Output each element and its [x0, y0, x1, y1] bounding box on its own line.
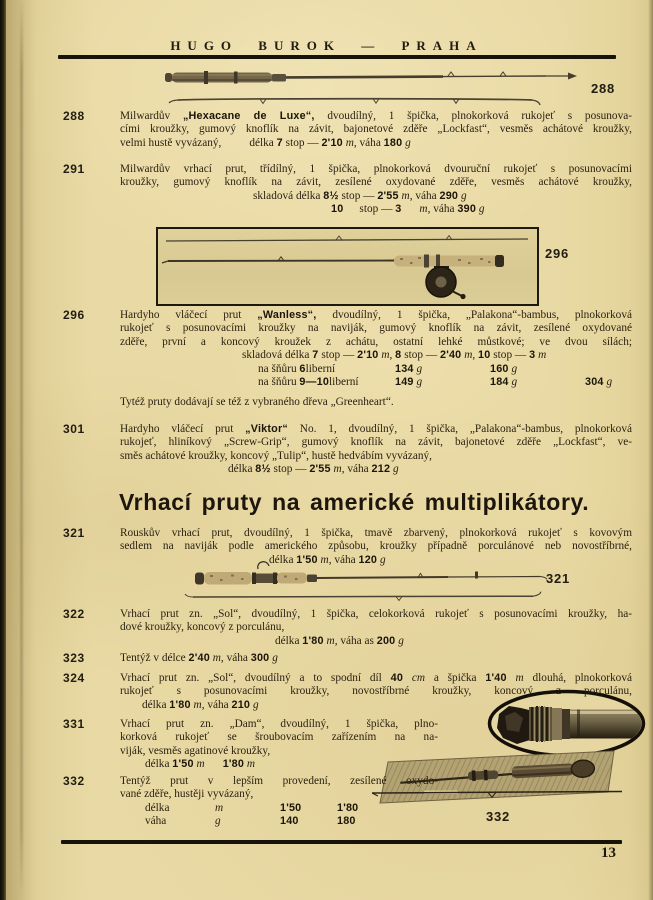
text-segment: g [398, 634, 404, 647]
text-segment: Milwardův [120, 110, 183, 122]
rod-main-section [162, 255, 504, 300]
text-segment: 6 [299, 362, 306, 375]
text-segment: 140 [280, 815, 299, 828]
text-segment: stop — [401, 349, 440, 362]
text-segment: g [478, 203, 485, 216]
text-segment: 7 [276, 136, 283, 149]
text-segment: , váha as [334, 634, 377, 647]
text-segment: 1'80 [302, 634, 324, 647]
text-segment: 1'80 [337, 801, 359, 814]
rod-296-boxed-illustration [156, 227, 539, 306]
table-cell [337, 815, 356, 828]
table-cell [585, 376, 612, 389]
table-cell [258, 363, 395, 376]
text-segment: 1'40 [485, 672, 507, 684]
text-row [120, 540, 632, 553]
text-segment: vané zděře, hustěji vyvázaný, [120, 788, 254, 801]
text-segment: dvoudílný, 1 špička, „Palakona“-bambus, plnokorková [316, 309, 632, 321]
text-segment: 9—10 [299, 376, 330, 389]
item-number: 324 [63, 671, 85, 685]
text-row [120, 554, 632, 567]
text-segment: směs achátové kroužky, koncový „Tulip“, hustě hedvábím vyvázaný, [120, 449, 432, 462]
text-segment: Rouskův vrhací prut, dvoudílný, 1 špička, tmavě zbarvený, plnokorková rukojeť s kovovým [120, 527, 632, 539]
text-row [120, 775, 438, 788]
text-row [120, 203, 632, 216]
rod-tip-section [166, 236, 528, 241]
footer-rule [61, 840, 622, 844]
text-row [120, 758, 438, 771]
table-cell [145, 815, 215, 828]
text-segment: délka [142, 698, 170, 711]
figure-label-321: 321 [546, 571, 571, 586]
text-segment: Tentýž prut v lepším provedení, zesílené oxydo- [120, 775, 438, 787]
text-segment: m [515, 672, 524, 684]
text-segment: kroužky, gumový knoflík na závit, zesílené oxydované zděře, vesměs achátové kroužky, [120, 176, 632, 189]
text-row [120, 788, 438, 801]
text-row [120, 815, 438, 828]
text-segment: délka [145, 758, 173, 771]
item-text [120, 163, 632, 217]
text-segment: stop — [318, 349, 358, 362]
cork-grip-rear [204, 572, 252, 585]
text-segment: Tytéž pruty dodávají se též z vybraného dřeva „Greenheart“. [120, 396, 394, 408]
table-cell [395, 376, 490, 389]
text-segment: 2'55 [377, 189, 399, 202]
text-segment: délka [145, 801, 170, 814]
text-segment: stop — [359, 203, 396, 216]
item-text [120, 309, 632, 389]
text-segment: 300 [250, 652, 270, 664]
text-segment: stop — [282, 136, 322, 149]
text-segment: No. 1, dvoudílný, 1 špička, „Palakona“-bambus, plnokorková [287, 423, 632, 435]
text-segment: 2'55 [309, 463, 331, 476]
text-segment: , váha [427, 203, 458, 216]
text-row [120, 672, 632, 685]
text-segment: Vrhací prut zn. „Sol“, dvoudílný, 1 špička, celokorková rukojeť s posunovacími kroužky, ha- [120, 608, 632, 620]
table-cell [490, 363, 517, 376]
text-segment: m [381, 349, 390, 362]
text-row [120, 745, 438, 758]
text-segment: Hardyho vláčecí prut [120, 423, 246, 435]
text-segment: 180 [337, 815, 356, 828]
text-segment: 149 [395, 376, 414, 389]
catalog-item-288 [63, 110, 632, 150]
text-segment: viják, vesměs agatinové kroužky, [120, 744, 271, 757]
text-row [120, 176, 632, 189]
figure-label-332: 332 [486, 809, 511, 824]
text-segment: cími kroužky, gumový knoflík na závit, bajonetové zděře „Lockfast“, vesměs achátové kroužky, [120, 123, 632, 136]
gap [401, 211, 419, 212]
text-segment: m [538, 349, 547, 362]
item-number: 322 [63, 607, 85, 621]
text-segment: 1'50 [280, 801, 302, 814]
item-number: 331 [63, 717, 85, 731]
text-segment: dvoudílný, 1 špička, plnokorková rukojeť s posunova- [314, 110, 632, 122]
rod-296-drawing [158, 229, 537, 304]
gap [221, 145, 249, 146]
page-right-edge [648, 0, 653, 900]
text-segment: stop — [490, 349, 530, 362]
item-number: 321 [63, 526, 85, 540]
text-segment: a špička [425, 672, 486, 684]
text-row [120, 463, 632, 476]
catalog-item-324 [63, 672, 632, 712]
item-text [120, 423, 632, 477]
text-segment: , váha [341, 463, 372, 476]
rod-tip-arrow [568, 73, 577, 80]
gap [205, 766, 223, 767]
item-number: 296 [63, 308, 85, 322]
text-segment: g [252, 698, 259, 711]
text-segment: 10 [478, 349, 491, 362]
text-segment: m [326, 634, 335, 647]
text-segment: Tentýž v délce [120, 652, 189, 664]
text-segment: délka [269, 553, 297, 566]
gap [120, 707, 142, 708]
table-cell [395, 363, 490, 376]
text-segment: rukojeť s posunovacími kroužky na naviják, gumový knoflík na závit, zesílené oxydované [120, 322, 632, 335]
text-segment: Hardyho vláčecí prut [120, 309, 258, 321]
table-cell [280, 815, 337, 828]
item-text [120, 672, 632, 712]
text-row [120, 336, 632, 349]
table-cell [215, 802, 280, 815]
text-segment: 184 [490, 376, 509, 389]
text-row [120, 436, 632, 449]
text-segment: 1'80 [222, 758, 245, 771]
rod-lower-section [185, 592, 541, 601]
text-segment: m [419, 203, 428, 216]
text-segment: váha [145, 815, 167, 828]
page-number: 13 [601, 845, 616, 861]
gap [120, 643, 275, 644]
gap [120, 357, 242, 358]
text-segment: „Wanless“, [257, 309, 317, 321]
catalog-item-332 [63, 775, 632, 829]
text-segment: m [401, 189, 410, 202]
text-segment: 290 [439, 189, 459, 202]
gap [120, 198, 253, 199]
text-segment: na šňůru [258, 376, 300, 389]
text-row [120, 123, 632, 136]
item-text [120, 775, 438, 829]
text-segment: 2'40 [188, 652, 210, 664]
catalog-item-331 [63, 718, 632, 772]
text-segment: g [511, 362, 518, 375]
header-rule [58, 55, 616, 59]
text-segment: Milwardův vrhací prut, třídílný, 1 špička, plnokorková dvouruční rukojeť s posunovacími [120, 163, 632, 175]
text-segment: m [320, 553, 329, 566]
text-segment: 210 [231, 698, 251, 711]
text-segment: m [215, 801, 224, 814]
gap [343, 211, 359, 212]
text-row [120, 363, 632, 376]
text-segment: 1'50 [296, 553, 318, 566]
text-segment: rukojeť s posunovacími kroužky, novostříbrné kroužky, koncový z porculánu, [120, 685, 632, 698]
item-number: 323 [63, 651, 85, 665]
text-segment: g [379, 553, 386, 566]
text-segment: délka [249, 136, 277, 149]
text-segment: 160 [490, 362, 509, 375]
text-segment: g [272, 652, 278, 664]
text-row [120, 376, 632, 389]
text-segment: g [511, 376, 518, 389]
text-row [120, 608, 632, 621]
text-segment: korková rukojeť se šroubovacím zařízením na na- [120, 731, 438, 744]
text-segment: g [215, 815, 221, 828]
gap [120, 823, 145, 824]
text-row [120, 621, 632, 634]
text-segment: 40 [390, 672, 404, 684]
item-number: 332 [63, 774, 85, 788]
text-segment: 390 [457, 203, 477, 216]
item-text [120, 396, 632, 409]
text-segment: m [212, 652, 221, 664]
text-segment: m [345, 136, 354, 149]
text-segment: skladová délka [253, 189, 324, 202]
text-segment: , váha [353, 136, 384, 149]
text-segment: m [193, 698, 202, 711]
gap [120, 471, 228, 472]
table-cell [145, 802, 215, 815]
text-segment: dlouhá, plnokorková [523, 672, 632, 684]
gap [120, 562, 269, 563]
text-segment: rukojeť, hliníkový „Screw-Grip“, gumový knoflík na závit, bajonetové zděře „Lockfast“, ve- [120, 436, 632, 449]
gap [120, 810, 145, 811]
text-segment: , váha [220, 652, 251, 664]
text-segment: g [606, 376, 613, 389]
catalog-item-323 [63, 652, 632, 665]
catalog-item-291 [63, 163, 632, 217]
table-cell [337, 802, 358, 815]
text-segment [507, 672, 516, 684]
text-row [120, 731, 438, 744]
text-row [120, 450, 632, 463]
text-segment: g [460, 189, 467, 202]
text-segment: stop — [338, 189, 378, 202]
table-cell [215, 815, 280, 828]
text-segment: , váha [328, 553, 359, 566]
text-segment: , váha [201, 698, 232, 711]
rod-upper-section [165, 71, 577, 84]
text-segment: liberní [305, 362, 336, 375]
text-segment: 3 [395, 203, 402, 216]
cork-handle [394, 256, 498, 267]
catalog-item-296 [63, 309, 632, 389]
text-segment: g [416, 362, 423, 375]
table-cell [280, 802, 337, 815]
text-segment: , [389, 349, 396, 362]
text-row [120, 652, 632, 665]
text-segment: g [416, 376, 423, 389]
figure-label-288: 288 [591, 81, 616, 96]
text-segment: g [392, 463, 399, 476]
table-cell [258, 376, 395, 389]
text-segment: 212 [371, 463, 391, 476]
item-text [120, 110, 632, 150]
item-text [120, 608, 632, 648]
text-segment: délka [275, 634, 303, 647]
item-number: 288 [63, 109, 85, 123]
text-row [120, 163, 632, 176]
text-row [120, 802, 438, 815]
page-header-title: HUGO BUROK — PRAHA [170, 38, 483, 53]
text-segment: Vrhací prut zn. „Dam“, dvoudílný, 1 špička, plno- [120, 718, 438, 730]
text-segment: 304 [585, 376, 604, 389]
item-text [120, 527, 632, 567]
text-row [120, 309, 632, 322]
text-segment: , váha [409, 189, 440, 202]
gap [120, 211, 331, 212]
figure-label-296: 296 [545, 246, 570, 261]
item-text [120, 718, 438, 772]
text-segment: 2'10 [357, 349, 379, 362]
text-row [120, 527, 632, 540]
table-cell [490, 376, 585, 389]
text-segment: 7 [312, 349, 319, 362]
text-segment: 2'40 [439, 349, 462, 362]
text-segment [403, 672, 412, 684]
text-row [120, 137, 632, 150]
text-row [120, 322, 632, 335]
text-row [120, 423, 632, 436]
rod-lower-section [169, 99, 540, 105]
catalog-item-301 [63, 423, 632, 477]
item-text [120, 652, 632, 665]
text-segment: 200 [376, 634, 396, 647]
text-row [120, 396, 632, 409]
text-segment: g [405, 136, 411, 149]
text-segment: „Hexacane de Luxe“, [182, 110, 315, 122]
catalog-item-321 [63, 527, 632, 567]
text-segment: , [472, 349, 479, 362]
item-number: 301 [63, 422, 85, 436]
text-segment: 8½ [255, 463, 271, 476]
text-segment: m [333, 463, 342, 476]
text-segment: 1'50 [172, 758, 194, 771]
section-heading: Vrhací pruty na americké multiplikátory. [119, 489, 590, 515]
rod-288-illustration [148, 62, 593, 112]
gap [120, 371, 258, 372]
text-row [120, 699, 632, 712]
paper-crease [20, 0, 23, 900]
text-segment: 1'80 [169, 698, 191, 711]
text-segment: 120 [358, 553, 378, 566]
gap [120, 384, 258, 385]
text-row [120, 718, 438, 731]
text-segment: m [246, 758, 256, 771]
text-segment: cm [411, 672, 426, 684]
text-segment: „Viktor“ [245, 423, 288, 435]
catalog-item-322 [63, 608, 632, 648]
text-segment: liberní [329, 376, 359, 389]
text-row [120, 349, 632, 362]
text-segment: Vrhací prut zn. „Sol“, dvoudílný a to spodní díl [120, 672, 391, 684]
text-segment: sedlem na naviják podle amerického způsobu, kroužky případně porculánové neb novostříbrné, [120, 540, 632, 553]
text-segment: m [464, 349, 473, 362]
text-row [120, 685, 632, 698]
text-segment: na šňůru [258, 362, 300, 375]
text-segment: dové kroužky, koncový z porculánu, [120, 621, 285, 634]
catalog-note [63, 396, 632, 409]
text-segment: m [196, 758, 205, 771]
text-row [120, 190, 632, 203]
text-row [120, 635, 632, 648]
text-segment: délka [228, 463, 256, 476]
text-segment: 3 [529, 349, 536, 362]
text-segment: 180 [383, 136, 403, 149]
gap [120, 766, 145, 767]
text-segment: velmi hustě vyvázaný, [120, 136, 222, 149]
text-segment: skladová délka [242, 349, 313, 362]
cork-grip-fore [277, 573, 307, 584]
text-segment: stop — [270, 463, 310, 476]
text-segment: 10 [331, 203, 344, 216]
text-segment: 8 [395, 349, 402, 362]
item-number: 291 [63, 162, 85, 176]
text-segment: 134 [395, 362, 414, 375]
text-segment: zděře, první a koncový kroužek z achátu, ostatní lehké můstkové; ve dvou sílách; [120, 335, 632, 348]
text-segment: 8½ [323, 189, 339, 202]
text-row [120, 110, 632, 123]
text-segment: 2'10 [321, 136, 343, 149]
